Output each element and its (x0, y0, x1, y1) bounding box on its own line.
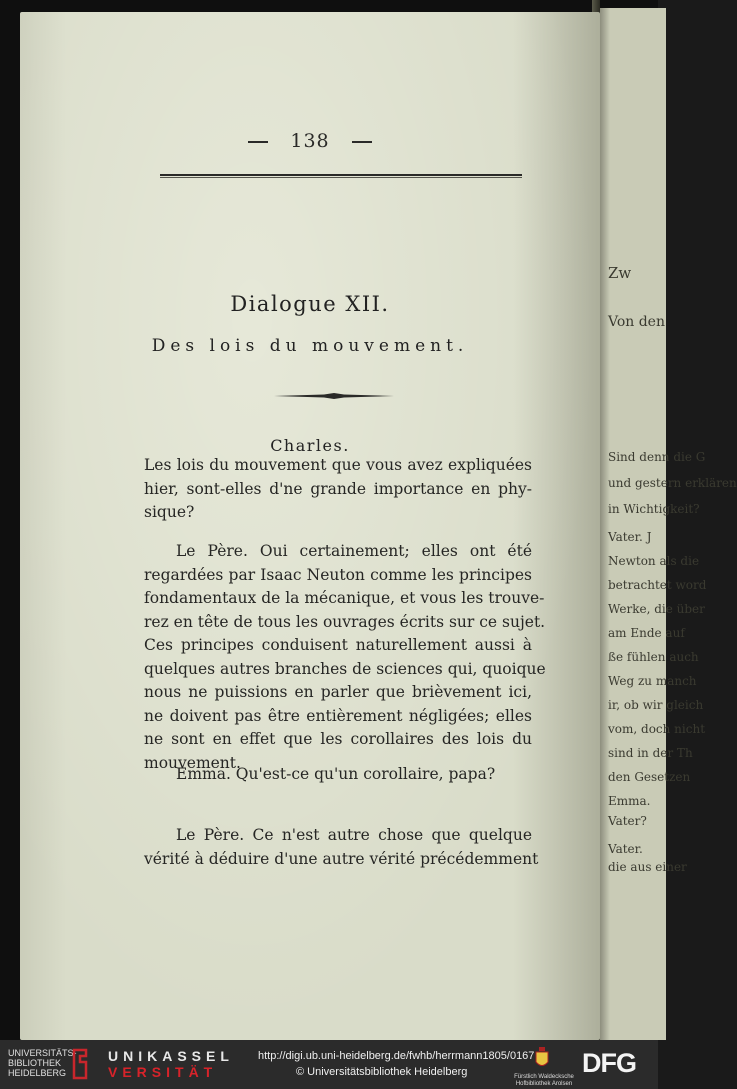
kassel-line-1: UNIKASSEL (108, 1048, 234, 1064)
chapter-subheading: Des lois du mouvement. (151, 336, 469, 356)
facing-text: vom, doch nicht (608, 722, 706, 736)
facing-text: in Wichtigkeit? (608, 502, 700, 516)
logo-text: UNIVERSITÄTS- (8, 1048, 77, 1058)
header-rule-thin (160, 177, 522, 178)
facing-text: Emma. (608, 794, 651, 808)
facing-text: am Ende auf (608, 626, 685, 640)
speaker-name: Charles. (270, 436, 350, 455)
copyright-notice: © Universitätsbibliothek Heidelberg (296, 1066, 468, 1078)
arolsen-text: Hofbibliothek Arolsen (515, 1081, 573, 1087)
text-line: Emma. Qu'est-ce qu'un corollaire, papa? (176, 765, 496, 783)
arolsen-library-logo[interactable] (508, 1074, 580, 1088)
facing-text: ir, ob wir gleich (608, 698, 704, 712)
text-line: sique? (144, 503, 195, 521)
text-line: quelques autres branches de sciences qui, quoique (144, 659, 546, 678)
facing-text: Sind denn die G (608, 450, 706, 464)
paragraph (144, 824, 539, 871)
dash (248, 141, 268, 143)
text-line: Le Père. Ce n'est autre chose que quelque (176, 826, 532, 844)
facing-text: sind in der Th (608, 746, 693, 760)
heidelberg-library-logo[interactable] (8, 1048, 77, 1078)
kassel-line-2: VERSITÄT (108, 1064, 218, 1080)
dash (352, 141, 372, 143)
text-line: vérité à déduire d'une autre vérité précédemment (144, 849, 539, 868)
header-rule (160, 174, 522, 176)
dfg-logo[interactable]: DFG (582, 1048, 636, 1078)
paragraph (144, 540, 546, 775)
paragraph (144, 454, 532, 525)
kassel-university-logo[interactable] (108, 1048, 234, 1080)
text-line: Les lois du mouvement que vous avez expliquées (144, 456, 532, 474)
text-line: nous ne puissions en parler que brièvement ici, (144, 683, 532, 701)
text-line: ne doivent pas être entièrement négligées; elles (144, 706, 532, 725)
text-line: rez en tête de tous les ouvrages écrits sur ce sujet. (144, 612, 546, 631)
facing-text: betrachtet word (608, 578, 707, 592)
source-url[interactable]: http://digi.ub.uni-heidelberg.de/fwhb/herrmann1805/0167 (258, 1050, 535, 1062)
facing-text: Zw (608, 264, 632, 282)
ornament-rule (274, 392, 394, 400)
chapter-heading: Dialogue XII. (230, 292, 390, 316)
viewer-footer (0, 1040, 658, 1089)
paragraph (144, 763, 532, 787)
arolsen-text: Fürstlich Waldecksche (514, 1074, 574, 1080)
text-line: Ces principes conduisent naturellement aussi à (144, 636, 532, 654)
heidelberg-emblem-icon (70, 1048, 90, 1080)
facing-text: Newton als die (608, 554, 700, 568)
text-line: regardées par Isaac Neuton comme les principes (144, 565, 532, 584)
text-line: fondamentaux de la mécanique, et vous les trouve- (144, 589, 545, 607)
logo-text: HEIDELBERG (8, 1068, 67, 1078)
text-line: Le Père. Oui certainement; elles ont été (176, 542, 532, 560)
text-line: ne sont en effet que les corollaires des lois du (144, 730, 532, 748)
book-page (20, 12, 600, 1040)
facing-text: Vater? (608, 814, 647, 828)
facing-text: Weg zu manch (608, 674, 697, 688)
facing-text: und gestern erklären (608, 476, 737, 490)
facing-text: die aus einer (608, 860, 687, 874)
facing-text: Vater. J (608, 530, 652, 544)
facing-page (596, 8, 737, 1040)
facing-text: Werke, die über (608, 602, 705, 616)
facing-text: Von den (608, 314, 665, 330)
facing-text: ße fühlen auch (608, 650, 699, 664)
facing-text: den Gesetzen (608, 770, 691, 784)
page-number-line (20, 130, 600, 152)
text-line: mouvement. (144, 753, 241, 772)
text-line: hier, sont-elles d'ne grande importance en phy- (144, 479, 532, 498)
arolsen-crest-icon (534, 1046, 550, 1070)
page-number: 138 (290, 130, 330, 152)
logo-text: BIBLIOTHEK (8, 1058, 62, 1068)
facing-text: Vater. (608, 842, 643, 856)
